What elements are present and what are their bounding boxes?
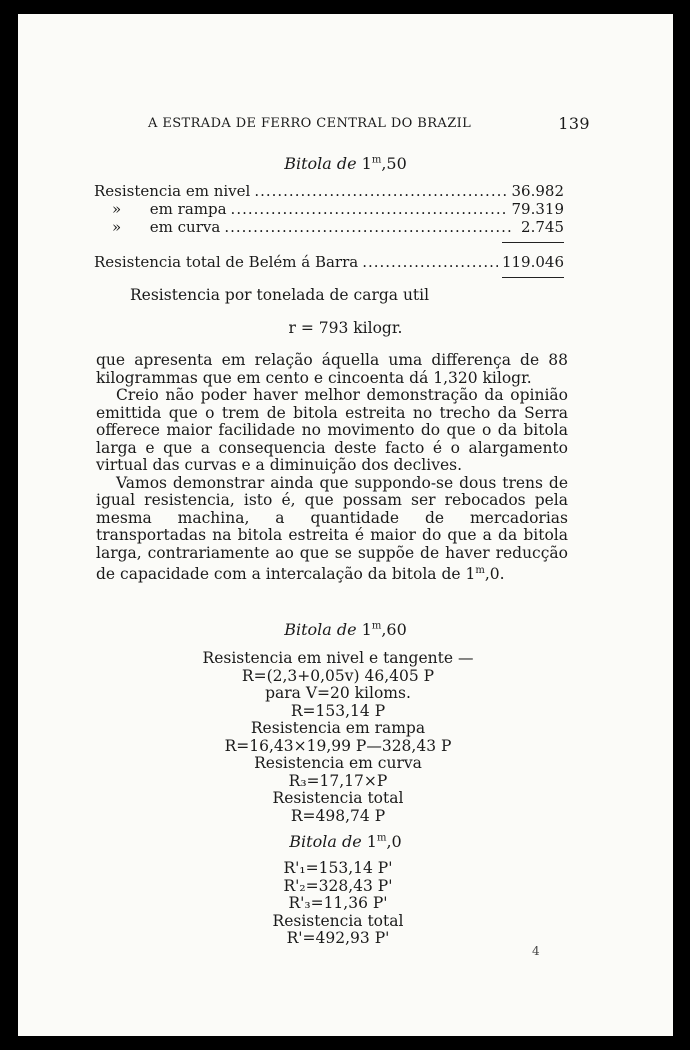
signature-mark: 4 xyxy=(532,944,540,958)
leader-dots xyxy=(224,218,512,236)
title-sup: m xyxy=(376,832,387,844)
equation-line: R=(2,3+0,05v) 46,405 P xyxy=(241,666,435,685)
paragraph-1: que apresenta em relação áquella uma differença de 88 kilogrammas que em cento e cincoenta dá 1,320 kilogr. xyxy=(96,351,568,387)
resistance-table xyxy=(94,182,564,278)
paragraph-2: Creio não poder haver melhor demonstração da opinião emittida que o trem de bitola estreita no trecho da Serra offerece maior facilidade no movimento do que o da bitola larga e que a consequencia deste facto é o alargamento virtual das curvas e a diminuição dos declives. xyxy=(96,386,568,474)
equations-160 xyxy=(168,650,508,825)
equation-line: Resistencia em nivel e tangente — xyxy=(202,649,474,667)
page-number: 139 xyxy=(558,114,590,133)
body-text xyxy=(96,352,568,584)
equation-line: R'₃=11,36 P' xyxy=(288,894,388,912)
section-title-160 xyxy=(18,620,673,639)
title-suffix: ,60 xyxy=(381,620,407,639)
title-unit: 1 xyxy=(361,154,372,173)
table-row xyxy=(94,218,564,236)
leader-dots xyxy=(362,253,498,271)
formula-r: r = 793 kilogr. xyxy=(288,319,403,337)
equation-line: Resistencia total xyxy=(272,911,404,930)
equation-line: Resistencia total xyxy=(272,789,404,807)
total-label: Resistencia total de Belém á Barra xyxy=(94,253,359,271)
row-label: » em rampa xyxy=(112,200,227,218)
paragraph-3 xyxy=(96,475,568,584)
table-total-row xyxy=(94,253,564,271)
title-prefix: Bitola de xyxy=(284,154,357,173)
title-prefix: Bitola de xyxy=(284,620,357,639)
running-header xyxy=(148,116,590,133)
equations-100 xyxy=(218,860,458,948)
row-label: Resistencia em nivel xyxy=(94,182,251,200)
sum-rule xyxy=(502,242,564,243)
equation-line: R'₁=153,14 P' xyxy=(283,859,393,877)
equation-line: R=153,14 P xyxy=(290,701,386,720)
equation-line: R=498,74 P xyxy=(290,806,386,825)
title-suffix: ,0 xyxy=(386,832,402,851)
row-label: » em curva xyxy=(112,218,221,236)
leader-dots xyxy=(231,200,508,218)
row-value: 2.745 xyxy=(521,218,564,236)
document-page xyxy=(18,14,673,1036)
equation-line: R'₂=328,43 P' xyxy=(283,876,393,895)
per-ton-heading: Resistencia por tonelada de carga util xyxy=(130,286,430,304)
row-value: 36.982 xyxy=(511,182,564,200)
running-title: A ESTRADA DE FERRO CENTRAL DO BRAZIL xyxy=(148,116,472,131)
title-unit: 1 xyxy=(361,620,372,639)
paragraph-3-sup: m xyxy=(475,565,485,576)
equation-line: Resistencia em curva xyxy=(254,754,422,772)
title-sup: m xyxy=(371,620,382,632)
row-value: 79.319 xyxy=(511,200,564,218)
table-row xyxy=(94,182,564,200)
title-sup: m xyxy=(371,154,382,166)
title-prefix: Bitola de xyxy=(289,832,362,851)
equation-line: Resistencia em rampa xyxy=(250,719,426,737)
equation-line: para V=20 kiloms. xyxy=(265,684,411,702)
title-suffix: ,50 xyxy=(381,154,407,173)
equation-line: R'=492,93 P' xyxy=(286,929,390,947)
total-rule xyxy=(502,277,564,278)
equation-line: R=16,43×19,99 P—328,43 P xyxy=(224,736,452,755)
section-title-100 xyxy=(18,832,673,851)
table-row xyxy=(94,200,564,218)
section-title-150 xyxy=(18,154,673,173)
title-unit: 1 xyxy=(366,832,377,851)
paragraph-3-end: ,0. xyxy=(484,565,505,584)
leader-dots xyxy=(254,182,507,200)
paragraph-3-text: Vamos demonstrar ainda que suppondo-se dous trens de igual resistencia, isto é, que possam ser rebocados pela mesma machina, a quantidade de mercadorias transportadas na bitola estreita é maior do que a da bitola larga, contrariamente ao que se suppõe de haver reducção de capacidade com a intercalação da bitola de 1 xyxy=(96,473,568,584)
equation-line: R₃=17,17×P xyxy=(288,771,388,790)
total-value: 119.046 xyxy=(501,253,564,271)
